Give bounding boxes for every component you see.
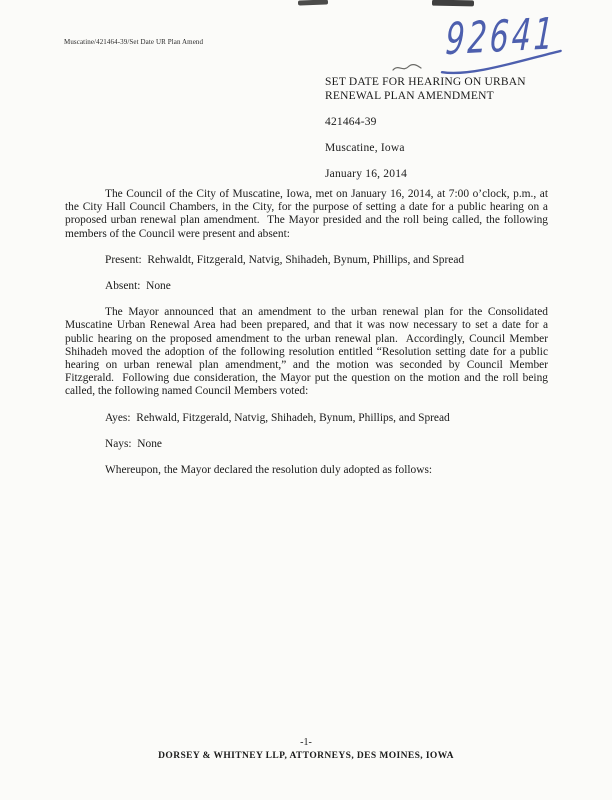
paragraph-resolution: The Mayor announced that an amendment to the urban renewal plan for the Consolidated Muscatine Urban Renewal Area had been prepared, and that it was now necessary to set a date for a public hearing on the proposed amendment to the urban renewal plan. Accordingly, Council Member Shihadeh moved the adoption of the following resolution entitled “Resolution setting date for a public hearing on urban renewal plan amendment,” and the motion was seconded by Council Member Fitzgerald. Following due consideration, the Mayor put the question on the motion and the roll being called, the following named Council Members voted: bbox=[65, 306, 551, 398]
document-title bbox=[325, 75, 560, 103]
scan-artifact bbox=[432, 0, 474, 6]
whereupon-line: Whereupon, the Mayor declared the resolution duly adopted as follows: bbox=[105, 464, 433, 477]
document-heading bbox=[325, 75, 560, 181]
pen-squiggle-mark bbox=[392, 62, 422, 74]
document-body bbox=[65, 188, 551, 477]
nays-line: Nays: None bbox=[105, 437, 162, 450]
law-firm-line: DORSEY & WHITNEY LLP, ATTORNEYS, DES MOINES, IOWA bbox=[158, 751, 454, 761]
place-line: Muscatine, Iowa bbox=[325, 142, 405, 154]
title-line-1: SET DATE FOR HEARING ON URBAN bbox=[325, 76, 526, 88]
handwritten-docket-number bbox=[444, 9, 558, 66]
scan-artifact bbox=[298, 0, 328, 6]
page-number: -1- bbox=[300, 737, 312, 748]
ayes-line: Ayes: Rehwald, Fitzgerald, Natvig, Shihadeh, Bynum, Phillips, and Spread bbox=[105, 411, 450, 424]
handwritten-digits: 92641 bbox=[444, 9, 558, 66]
date-line: January 16, 2014 bbox=[325, 168, 408, 180]
document-reference: Muscatine/421464-39/Set Date UR Plan Amend bbox=[64, 38, 204, 46]
present-line: Present: Rehwaldt, Fitzgerald, Natvig, Shihadeh, Bynum, Phillips, and Spread bbox=[105, 253, 465, 266]
paragraph-opening: The Council of the City of Muscatine, Iowa, met on January 16, 2014, at 7:00 o’clock, p.m., at the City Hall Council Chambers, in the City, for the purpose of setting a date for a public hearing on a proposed urban renewal plan amendment. The Mayor presided and the roll being called, the following members of the Council were present and absent: bbox=[65, 188, 551, 240]
title-line-2: RENEWAL PLAN AMENDMENT bbox=[325, 90, 494, 102]
docket-number: 421464-39 bbox=[325, 116, 377, 128]
absent-line: Absent: None bbox=[105, 280, 171, 293]
